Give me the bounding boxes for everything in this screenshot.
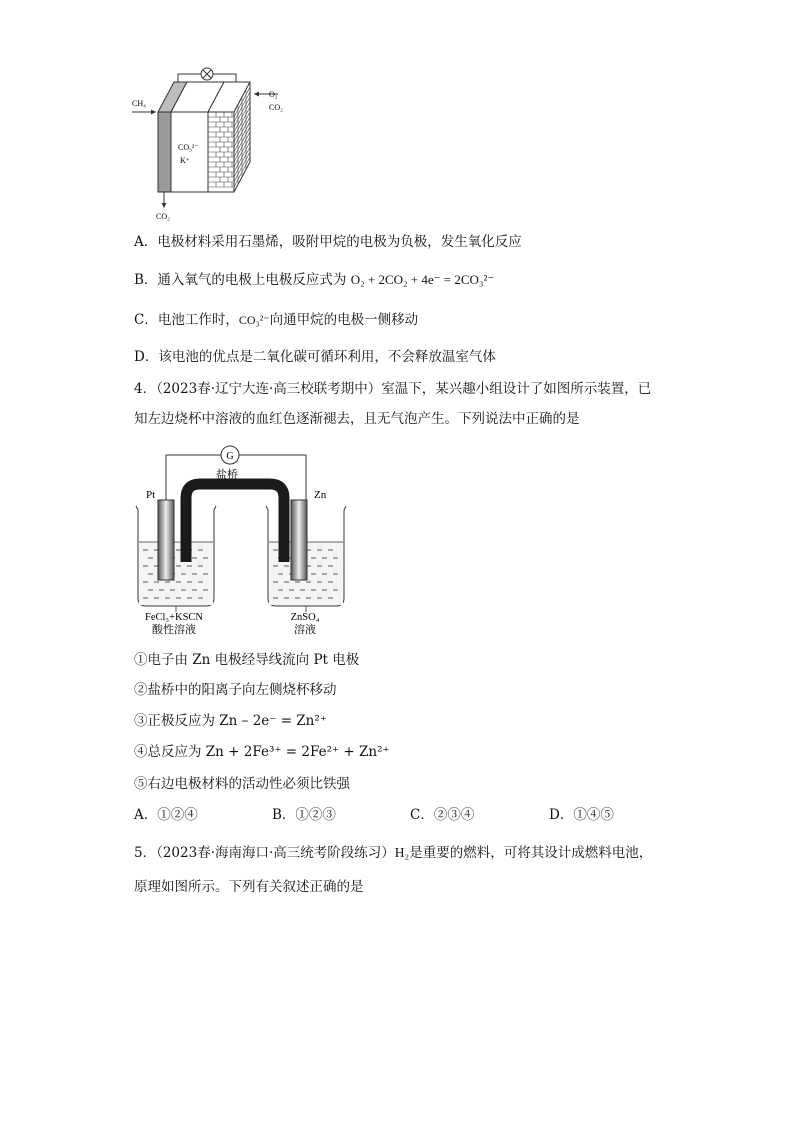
q3-option-a: A．电极材料采用石墨烯，吸附甲烷的电极为负极，发生氧化反应: [134, 234, 522, 250]
q4-stem-line1: 4．（2023春·辽宁大连·高三校联考期中）室温下，某兴趣小组设计了如图所示装置，已: [134, 381, 652, 397]
galvanometer-label: G: [226, 451, 234, 462]
q3-option-b-formula: O₂ + 2CO₂ + 4e⁻ = 2CO₃²⁻: [350, 272, 495, 287]
q4-statement-4: ④总反应为 Zn + 2Fe³⁺ = 2Fe²⁺ + Zn²⁺: [134, 744, 390, 760]
q5-h2: H₂: [394, 845, 410, 860]
right-solution-desc: 溶液: [294, 624, 316, 636]
label-carbonate: CO₃²⁻: [178, 143, 199, 152]
label-co2-bottom: CO₂: [156, 212, 170, 221]
q3-option-c-ion: CO₃²⁻: [238, 313, 270, 327]
electrolyte-block: [171, 112, 208, 192]
q4-option-c: C．②③④: [410, 807, 475, 823]
q4-statement-3: ③正极反应为 Zn – 2e⁻ = Zn²⁺: [134, 713, 327, 729]
q5-stem-line2: 原理如图所示。下列有关叙述正确的是: [134, 879, 364, 895]
q4-stem-line2: 知左边烧杯中溶液的血红色逐渐褪去，且无气泡产生。下列说法中正确的是: [134, 411, 580, 427]
label-ch4: CH₄: [132, 99, 146, 108]
q3-option-c-suffix: 向通甲烷的电极一侧移动: [269, 312, 419, 328]
q4-option-b: B．①②③: [272, 807, 336, 823]
q4-statement-2: ②盐桥中的阳离子向左侧烧杯移动: [134, 682, 337, 698]
label-potassium: K⁺: [180, 156, 190, 165]
q3-option-b: [134, 270, 494, 290]
label-o2: O₂: [269, 90, 278, 99]
left-beaker: [136, 506, 216, 606]
q4-statement-5: ⑤右边电极材料的活动性必须比铁强: [134, 776, 350, 792]
q5-stem-suffix: 是重要的燃料，可将其设计成燃料电池，: [409, 845, 653, 861]
label-co2-right: CO₂: [269, 103, 283, 112]
q3-option-d: D．该电池的优点是二氧化碳可循环利用，不会释放温室气体: [134, 349, 496, 365]
zn-label: Zn: [314, 489, 327, 501]
left-solution-desc: 酸性溶液: [152, 624, 196, 636]
q3-option-c: [134, 310, 418, 330]
right-solution-formula: ZnSO₄: [290, 612, 320, 623]
q4-option-d: D．①④⑤: [549, 807, 614, 823]
q4-option-a: A．①②④: [134, 807, 198, 823]
salt-bridge-label: 盐桥: [216, 469, 238, 481]
anode-electrode: [158, 112, 171, 192]
zn-electrode: [291, 500, 307, 580]
galvanic-cell-figure: [130, 440, 360, 636]
q4-statement-1: ①电子由 Zn 电极经导线流向 Pt 电极: [134, 652, 360, 668]
fuel-cell-figure: [128, 62, 298, 222]
q3-option-b-text: B．通入氧气的电极上电极反应式为: [134, 272, 347, 288]
pt-label: Pt: [146, 489, 156, 501]
q5-stem-prefix: 5．（2023春·海南海口·高三统考阶段练习）: [134, 845, 395, 861]
q3-option-c-prefix: C．电池工作时，: [134, 312, 239, 328]
q5-stem-line1: [134, 843, 652, 863]
pt-electrode: [158, 500, 174, 580]
left-solution-formula: FeCl₃+KSCN: [144, 612, 204, 623]
